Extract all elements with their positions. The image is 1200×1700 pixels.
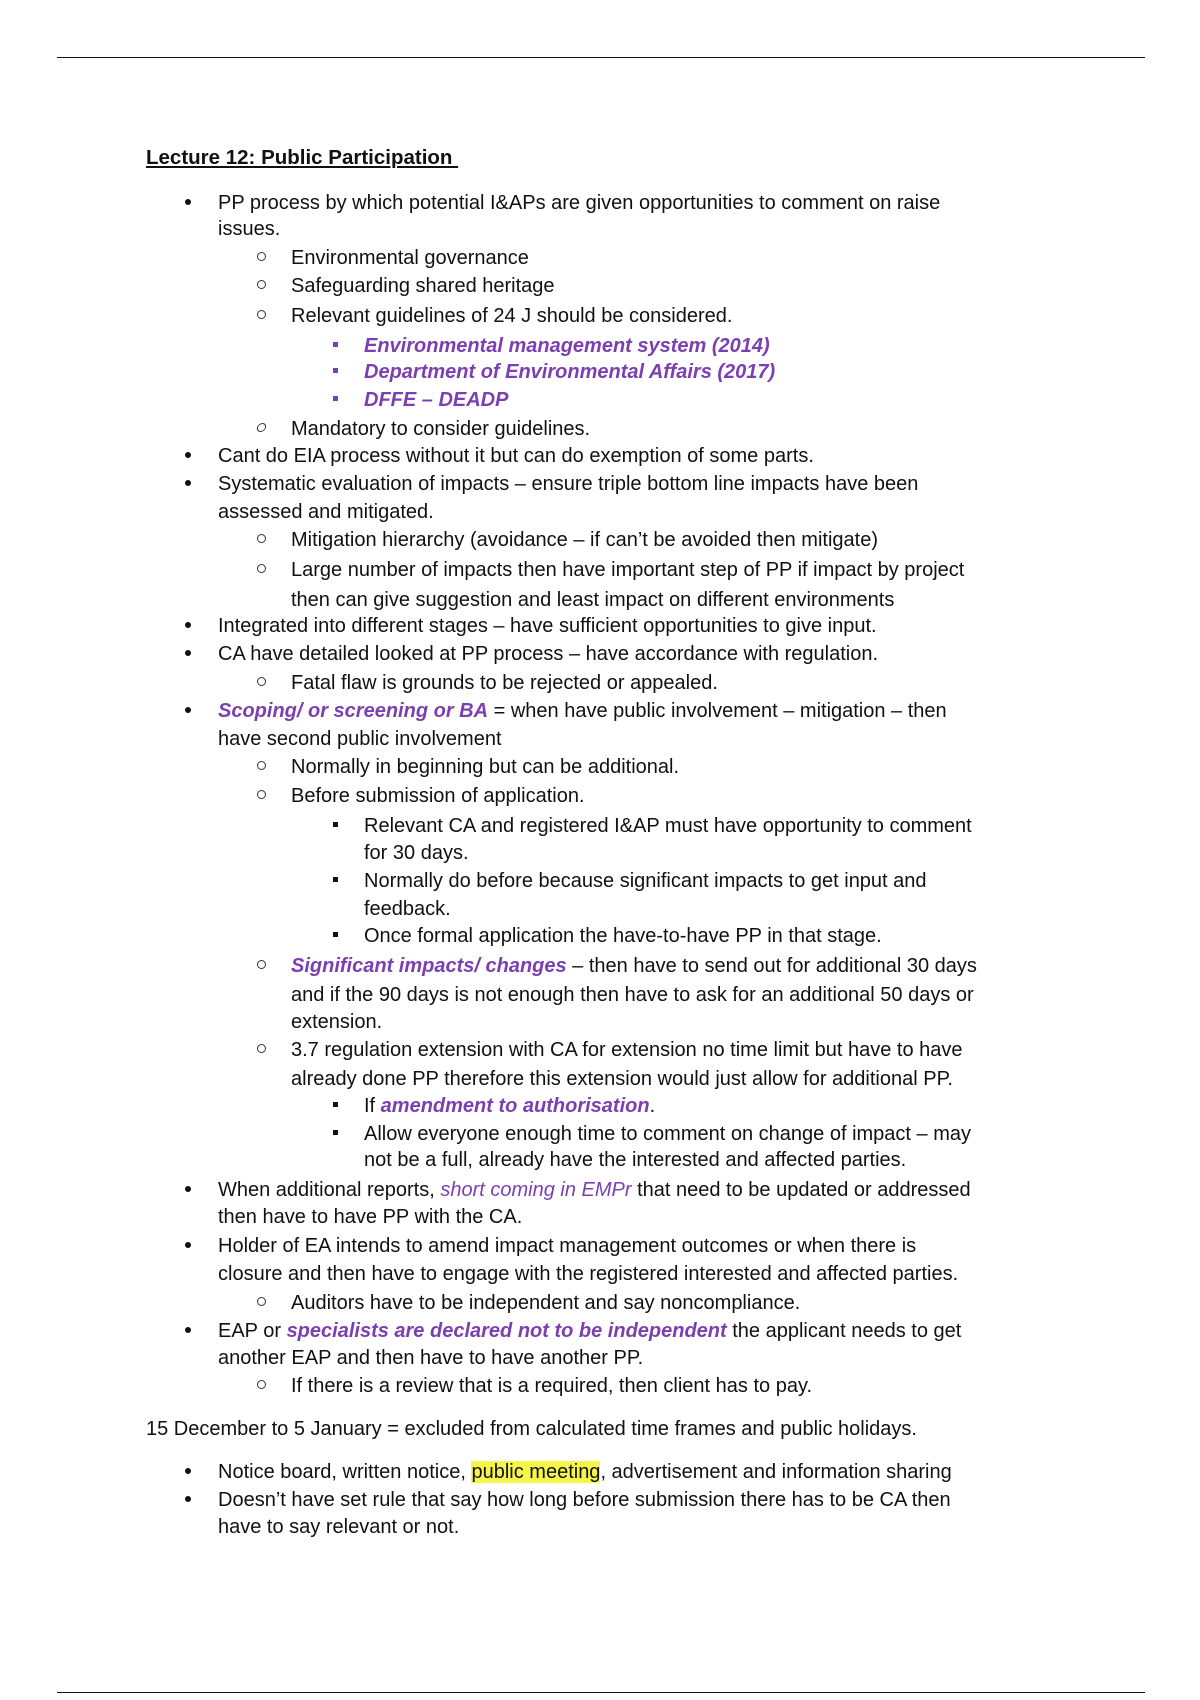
text-segment: = when have public involvement – mitigation – then <box>488 700 947 722</box>
text-segment: . <box>649 1095 656 1117</box>
text-segment: Notice board, written notice, <box>218 1461 472 1483</box>
text-line: Environmental management system (2014) <box>364 335 770 357</box>
text-line: Systematic evaluation of impacts – ensure triple bottom line impacts have been <box>218 473 919 495</box>
sub-bullet-marker <box>254 783 268 809</box>
text-line: Normally in beginning but can be additional. <box>291 756 680 778</box>
sub-bullet-marker <box>254 1373 268 1399</box>
text-line: Environmental governance <box>291 247 529 269</box>
sub-bullet-marker <box>254 670 268 696</box>
text-segment: EAP or <box>218 1320 287 1342</box>
footer-rule <box>57 1692 1145 1693</box>
sub-bullet-marker <box>254 754 268 780</box>
emphasis-text: specialists are declared not to be independent <box>286 1320 727 1342</box>
text-line: Normally do before because significant impacts to get input and <box>364 870 927 892</box>
bullet-marker <box>181 698 195 724</box>
bullet-marker <box>181 613 195 639</box>
square-bullet-marker <box>328 923 342 949</box>
square-bullet-marker <box>328 1093 342 1119</box>
text-line: have to say relevant or not. <box>218 1516 460 1538</box>
emphasis-text: amendment to authorisation <box>380 1095 650 1117</box>
emphasis-text: short coming in EMPr <box>440 1179 632 1201</box>
square-bullet-marker <box>328 868 342 894</box>
text-line: Before submission of application. <box>291 785 585 807</box>
text-line: Holder of EA intends to amend impact management outcomes or when there is <box>218 1235 917 1257</box>
text-line: already done PP therefore this extension would just allow for additional PP. <box>291 1068 953 1090</box>
highlighted-text: public meeting <box>471 1461 601 1483</box>
bullet-marker <box>181 1177 195 1203</box>
text-line: feedback. <box>364 898 451 920</box>
text-line: If there is a review that is a required, then client has to pay. <box>291 1375 813 1397</box>
bullet-marker <box>181 190 195 216</box>
text-segment: that need to be updated or addressed <box>631 1179 971 1201</box>
sub-bullet-marker <box>254 953 268 979</box>
text-line: Safeguarding shared heritage <box>291 275 555 297</box>
text-line: DFFE – DEADP <box>364 389 509 411</box>
text-line <box>291 953 977 979</box>
text-line: Doesn’t have set rule that say how long before submission there has to be CA then <box>218 1489 951 1511</box>
text-line: Mitigation hierarchy (avoidance – if can’t be avoided then mitigate) <box>291 529 878 551</box>
square-bullet-marker <box>328 359 342 385</box>
bullet-marker <box>181 1318 195 1344</box>
text-line: Cant do EIA process without it but can do exemption of some parts. <box>218 445 814 467</box>
text-segment: If <box>364 1095 381 1117</box>
text-line: Department of Environmental Affairs (2017) <box>364 361 776 383</box>
text-line <box>364 1093 655 1119</box>
header-rule <box>57 57 1145 58</box>
square-bullet-marker <box>328 333 342 359</box>
text-line: then can give suggestion and least impact on different environments <box>291 589 895 611</box>
text-line <box>218 1318 961 1344</box>
text-line: Integrated into different stages – have sufficient opportunities to give input. <box>218 615 877 637</box>
text-line: 15 December to 5 January = excluded from calculated time frames and public holidays. <box>146 1418 917 1440</box>
square-bullet-marker <box>328 387 342 413</box>
text-line: not be a full, already have the interested and affected parties. <box>364 1149 907 1171</box>
bullet-marker <box>181 1233 195 1259</box>
text-line <box>218 698 947 724</box>
text-segment: When additional reports, <box>218 1179 441 1201</box>
text-line: extension. <box>291 1011 383 1033</box>
text-line: issues. <box>218 218 281 240</box>
bullet-marker <box>181 641 195 667</box>
text-segment: , advertisement and information sharing <box>600 1461 952 1483</box>
text-line: for 30 days. <box>364 842 469 864</box>
bullet-marker <box>181 471 195 497</box>
sub-bullet-marker <box>254 557 268 583</box>
text-line: Relevant CA and registered I&AP must have opportunity to comment <box>364 815 972 837</box>
sub-bullet-marker <box>254 245 268 271</box>
bullet-marker <box>181 1459 195 1485</box>
sub-bullet-marker <box>254 303 268 329</box>
text-line: Once formal application the have-to-have PP in that stage. <box>364 925 882 947</box>
text-segment: the applicant needs to get <box>726 1320 962 1342</box>
text-line: another EAP and then have to have another PP. <box>218 1347 644 1369</box>
sub-bullet-marker <box>254 416 268 442</box>
text-line <box>218 1177 971 1203</box>
text-line: PP process by which potential I&APs are given opportunities to comment on raise <box>218 192 941 214</box>
square-bullet-marker <box>328 813 342 839</box>
sub-bullet-marker <box>254 1037 268 1063</box>
text-line: have second public involvement <box>218 728 502 750</box>
text-segment: – then have to send out for additional 30 days <box>566 955 977 977</box>
text-line: then have to have PP with the CA. <box>218 1206 523 1228</box>
text-line: Fatal flaw is grounds to be rejected or appealed. <box>291 672 718 694</box>
text-line: 3.7 regulation extension with CA for extension no time limit but have to have <box>291 1039 963 1061</box>
emphasis-text: Scoping/ or screening or BA <box>218 700 489 722</box>
text-line: CA have detailed looked at PP process – have accordance with regulation. <box>218 643 879 665</box>
text-line: assessed and mitigated. <box>218 501 434 523</box>
sub-bullet-marker <box>254 527 268 553</box>
text-line: Auditors have to be independent and say noncompliance. <box>291 1292 801 1314</box>
page-title: Lecture 12: Public Participation <box>146 146 459 169</box>
text-line: Relevant guidelines of 24 J should be considered. <box>291 305 733 327</box>
bullet-marker <box>181 1487 195 1513</box>
sub-bullet-marker <box>254 273 268 299</box>
emphasis-text: Significant impacts/ changes <box>291 955 567 977</box>
text-line <box>218 1459 952 1485</box>
text-line: and if the 90 days is not enough then have to ask for an additional 50 days or <box>291 984 974 1006</box>
sub-bullet-marker <box>254 1290 268 1316</box>
text-line: Large number of impacts then have important step of PP if impact by project <box>291 559 965 581</box>
square-bullet-marker <box>328 1121 342 1147</box>
text-line: closure and then have to engage with the registered interested and affected parties. <box>218 1263 959 1285</box>
bullet-marker <box>181 443 195 469</box>
text-line: Mandatory to consider guidelines. <box>291 418 591 440</box>
text-line: Allow everyone enough time to comment on change of impact – may <box>364 1123 971 1145</box>
